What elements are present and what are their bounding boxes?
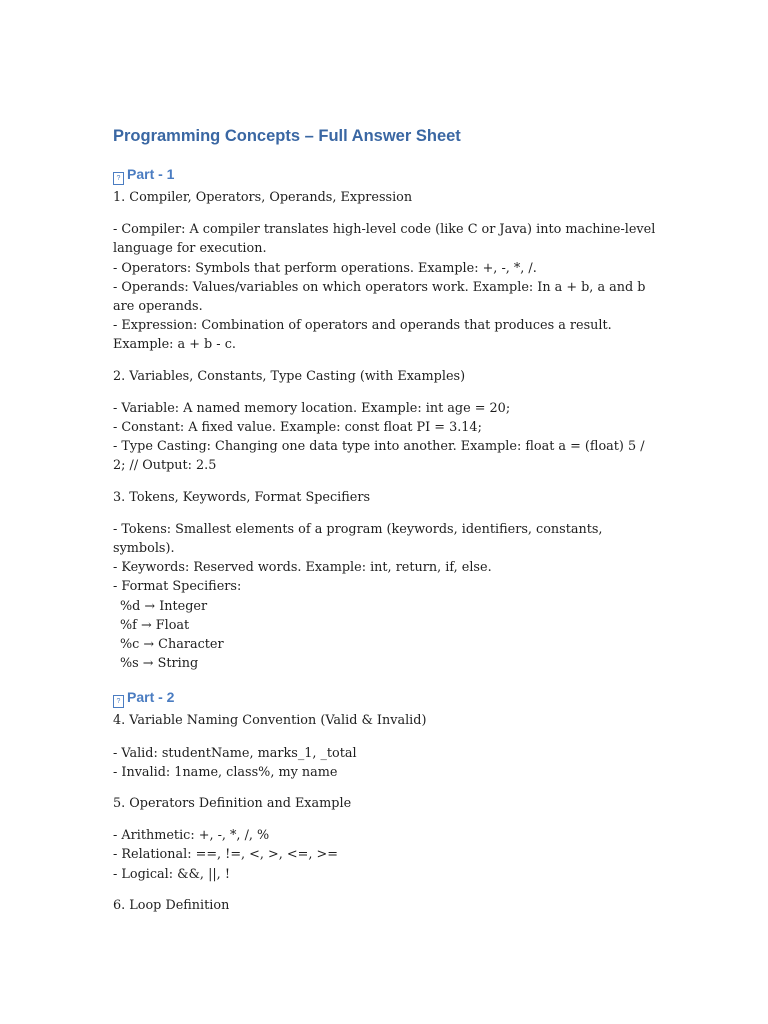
- question-1-answer: [113, 220, 658, 354]
- answer-line: - Valid: studentName, marks_1, _total: [113, 745, 357, 761]
- answer-line: - Constant: A fixed value. Example: const float PI = 3.14;: [113, 420, 482, 436]
- question-5-answer: [113, 826, 658, 884]
- answer-line: - Compiler: A compiler translates high-level code (like C or Java) into machine-level language for execution.: [113, 222, 656, 257]
- answer-line: - Arithmetic: +, -, *, /, %: [113, 828, 270, 844]
- answer-line: - Keywords: Reserved words. Example: int, return, if, else.: [113, 560, 492, 576]
- part-1-heading: [113, 164, 658, 185]
- question-5-title: 5. Operators Definition and Example: [113, 796, 352, 812]
- question-1-title: 1. Compiler, Operators, Operands, Expression: [113, 190, 413, 205]
- answer-line: - Logical: &&, ||, !: [113, 866, 230, 882]
- document-title: Programming Concepts – Full Answer Sheet: [113, 127, 461, 145]
- answer-line: - Format Specifiers:: [113, 579, 242, 595]
- format-specifier-item: %c → Character: [120, 637, 224, 653]
- part-2-heading: [113, 687, 658, 708]
- answer-line: - Tokens: Smallest elements of a program (keywords, identifiers, constants, symbols).: [113, 521, 603, 557]
- question-3-answer: [113, 520, 658, 674]
- answer-line: - Operators: Symbols that perform operations. Example: +, -, *, /.: [113, 260, 537, 276]
- question-2-title: 2. Variables, Constants, Type Casting (with Examples): [113, 368, 466, 384]
- answer-line: - Operands: Values/variables on which operators work. Example: In a + b, a and b are operands.: [113, 279, 646, 315]
- missing-glyph-icon: ?: [113, 172, 124, 185]
- answer-line: - Expression: Combination of operators and operands that produces a result. Example: a + b - c.: [113, 318, 612, 353]
- answer-line: - Variable: A named memory location. Example: int age = 20;: [113, 400, 511, 416]
- question-4-title: 4. Variable Naming Convention (Valid & Invalid): [113, 713, 427, 729]
- question-3-title: 3. Tokens, Keywords, Format Specifiers: [113, 489, 371, 505]
- format-specifier-item: %f → Float: [120, 617, 190, 633]
- question-4-answer: [113, 744, 658, 782]
- question-2-answer: [113, 399, 658, 476]
- missing-glyph-icon: ?: [113, 695, 124, 708]
- answer-line: - Type Casting: Changing one data type into another. Example: float a = (float) 5 / 2; // Output: 2.5: [113, 439, 645, 474]
- document-page: [113, 124, 658, 928]
- format-specifier-item: %d → Integer: [120, 598, 208, 614]
- part-1-heading-label: Part - 1: [127, 166, 175, 182]
- format-specifier-item: %s → String: [120, 656, 199, 672]
- answer-line: - Relational: ==, !=, <, >, <=, >=: [113, 847, 338, 863]
- question-6-title: 6. Loop Definition: [113, 897, 230, 913]
- part-2-heading-label: Part - 2: [127, 689, 175, 706]
- answer-line: - Invalid: 1name, class%, my name: [113, 764, 338, 780]
